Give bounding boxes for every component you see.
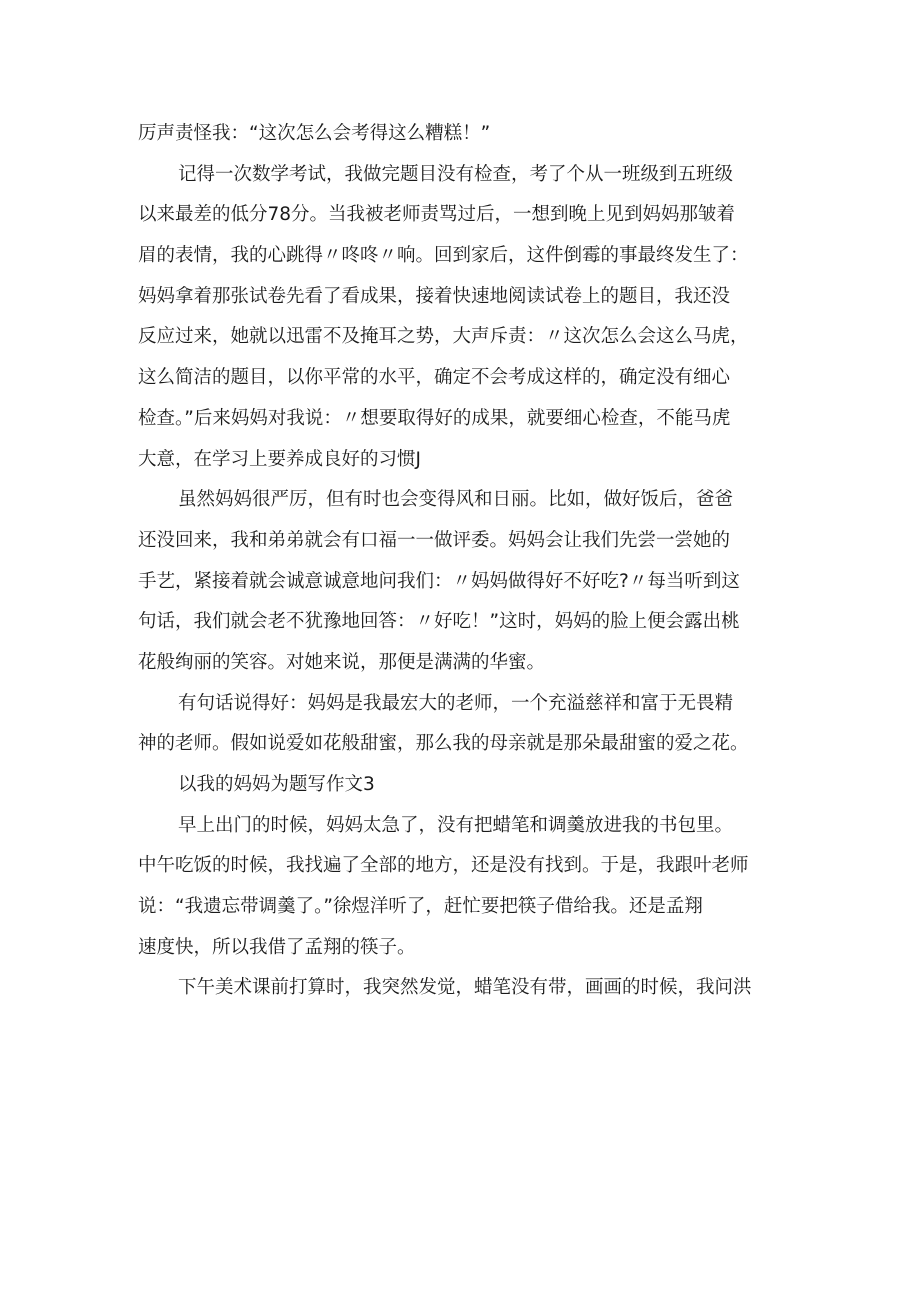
text-line: 下午美术课前打算时，我突然发觉，蜡笔没有带，画画的时候，我问洪 <box>178 977 752 999</box>
text-line: 速度快，所以我借了孟翔的筷子。 <box>138 936 416 958</box>
text-line: 以来最差的低分78分。当我被老师责骂过后，一想到晚上见到妈妈那皱着 <box>138 204 736 226</box>
text-line: 记得一次数学考试，我做完题目没有检查，考了个从一班级到五班级 <box>178 163 734 185</box>
text-line: 大意，在学习上要养成良好的习惯J <box>138 448 421 470</box>
text-line: 花般绚丽的笑容。对她来说，那便是满满的华蜜。 <box>138 651 546 673</box>
text-line: 早上出门的时候，妈妈太急了，没有把蜡笔和调羹放进我的书包里。 <box>178 814 734 836</box>
text-line: 检查。”后来妈妈对我说：〃想要取得好的成果，就要细心检查，不能马虎 <box>138 407 731 429</box>
text-line: 中午吃饭的时候，我找遍了全部的地方，还是没有找到。于是，我跟叶老师 <box>138 855 749 877</box>
text-line: 妈妈拿着那张试卷先看了看成果，接着快速地阅读试卷上的题目，我还没 <box>138 285 731 307</box>
text-line: 神的老师。假如说爱如花般甜蜜，那么我的母亲就是那朵最甜蜜的爱之花。 <box>138 733 749 755</box>
text-line: 还没回来，我和弟弟就会有口福一一做评委。妈妈会让我们先尝一尝她的 <box>138 529 731 551</box>
text-line: 手艺，紧接着就会诚意诚意地问我们：〃妈妈做得好不好吃?〃每当听到这 <box>138 570 740 592</box>
text-line: 句话，我们就会老不犹豫地回答：〃好吃！”这时，妈妈的脸上便会露出桃 <box>138 611 740 633</box>
text-line: 说：“我遗忘带调羹了。”徐煜洋听了，赶忙要把筷子借给我。还是孟翔 <box>138 896 703 918</box>
text-line: 虽然妈妈很严厉，但有时也会变得风和日丽。比如，做好饭后，爸爸 <box>178 489 734 511</box>
text-line: 厉声责怪我：“这次怎么会考得这么糟糕！” <box>138 123 491 144</box>
text-line: 反应过来，她就以迅雷不及掩耳之势，大声斥责：〃这次怎么会这么马虎， <box>138 326 749 348</box>
text-line: 眉的表情，我的心跳得〃咚咚〃响。回到家后，这件倒霉的事最终发生了： <box>138 245 749 267</box>
essay-body <box>138 114 788 1009</box>
text-line: 有句话说得好：妈妈是我最宏大的老师，一个充溢慈祥和富于无畏精 <box>178 692 734 714</box>
text-line: 以我的妈妈为题写作文3 <box>178 774 375 795</box>
text-line: 这么简洁的题目，以你平常的水平，确定不会考成这样的，确定没有细心 <box>138 367 731 389</box>
